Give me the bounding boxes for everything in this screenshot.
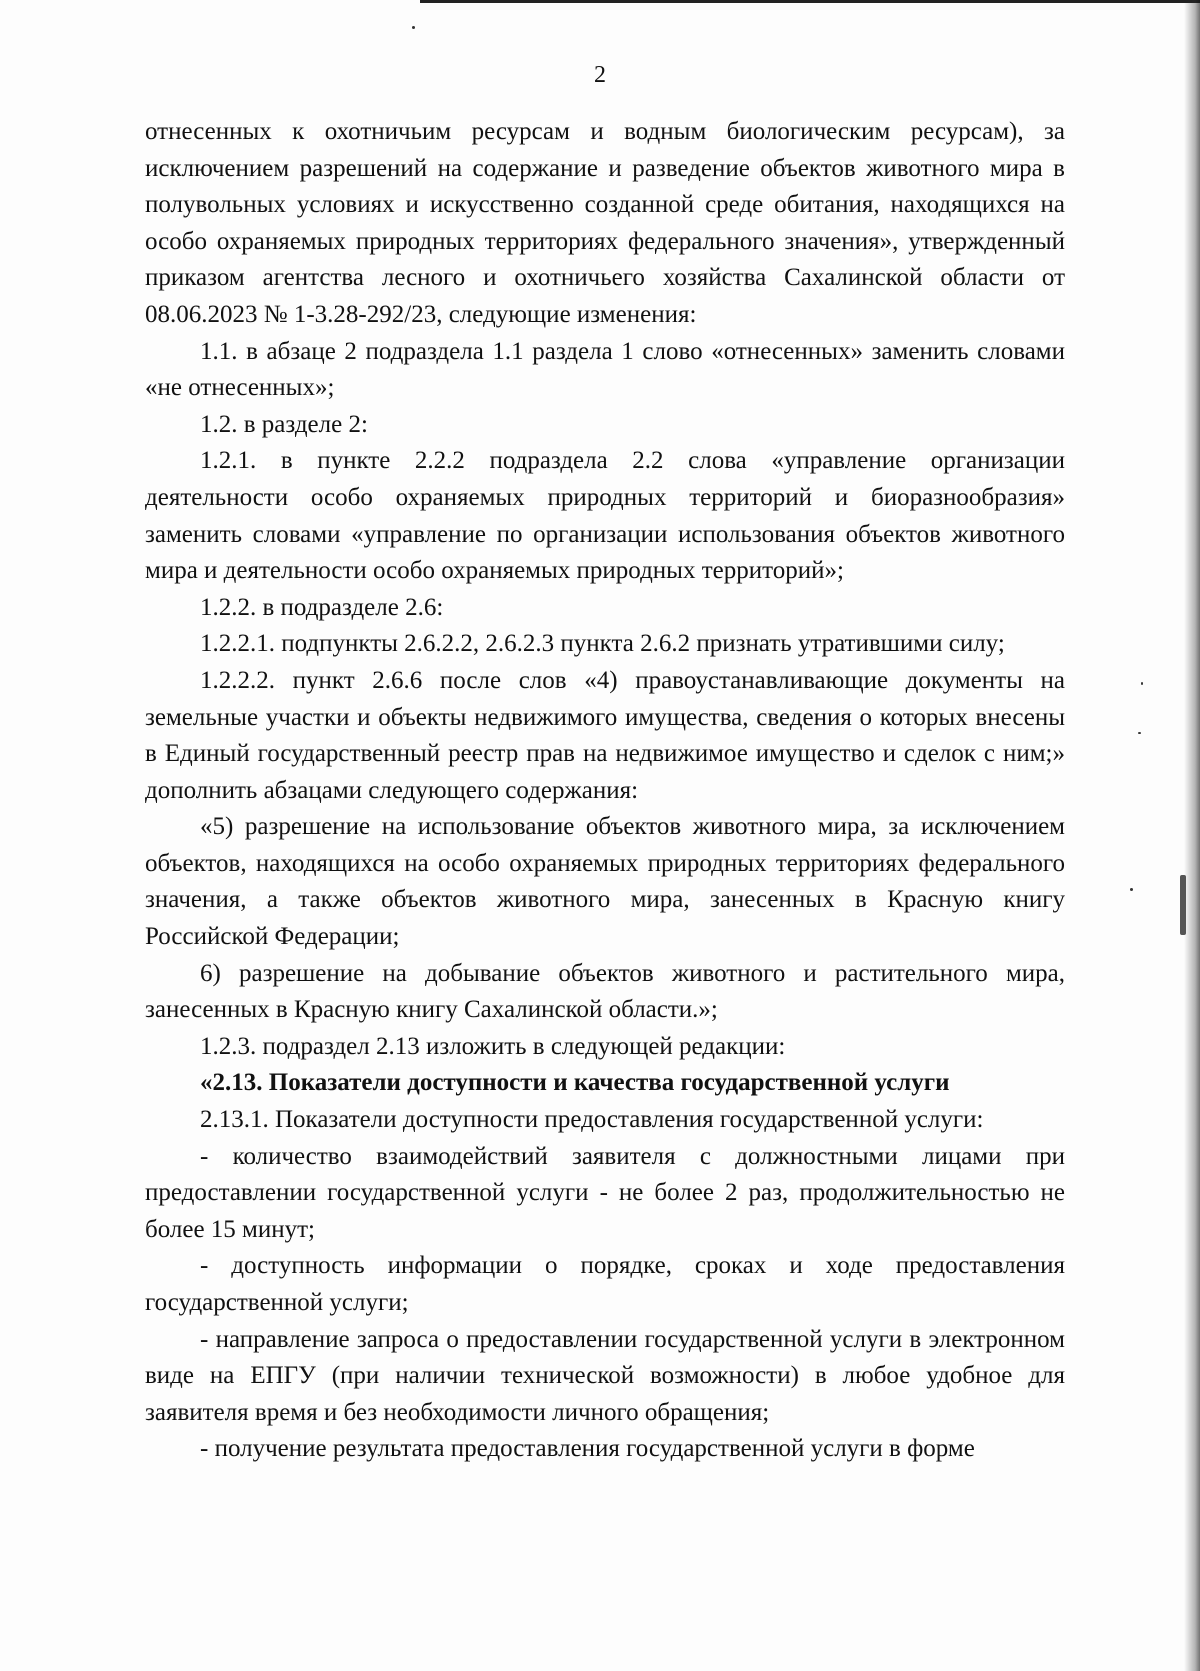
scan-edge-right bbox=[1184, 0, 1200, 1671]
scan-speck bbox=[1138, 732, 1141, 734]
paragraph-1-2-2: 1.2.2. в подразделе 2.6: bbox=[200, 593, 444, 621]
paragraph-1-2: 1.2. в разделе 2: bbox=[200, 410, 368, 438]
scan-speck bbox=[1180, 875, 1186, 935]
section-heading-2-13: «2.13. Показатели доступности и качества государственной услуги bbox=[200, 1069, 950, 1097]
paragraph-1-2-2-1: 1.2.2.1. подпункты 2.6.2.2, 2.6.2.3 пункта 2.6.2 признать утратившими силу; bbox=[200, 630, 1005, 658]
paragraph-item-6: 6) разрешение на добывание объектов животного и растительного мира, занесенных в Красную книгу Сахалинской области.»; bbox=[145, 959, 1065, 1024]
paragraph-item-5: «5) разрешение на использование объектов животного мира, за исключением объектов, находящихся на особо охраняемых природных территориях федерального значения, а также объектов животного мира, занесенных в Красную книгу Российской Федерации; bbox=[145, 813, 1065, 951]
paragraph-1-2-1: 1.2.1. в пункте 2.2.2 подраздела 2.2 слова «управление организации деятельности особо охраняемых природных территорий и биоразнообразия» заменить словами «управление по организации использования объектов животного мира и деятельности особо охраняемых природных территорий»; bbox=[145, 447, 1065, 585]
document-body bbox=[145, 114, 1065, 1468]
paragraph-1-2-2-2: 1.2.2.2. пункт 2.6.6 после слов «4) правоустанавливающие документы на земельные участки и объекты недвижимого имущества, сведения о которых внесены в Единый государственный реестр прав на недвижимое имущество и сделок с ним;» дополнить абзацами следующего содержания: bbox=[145, 666, 1065, 804]
paragraph-2-13-1: 2.13.1. Показатели доступности предоставления государственной услуги: bbox=[200, 1106, 984, 1134]
scan-speck bbox=[1141, 682, 1143, 685]
list-item-result-form: - получение результата предоставления государственной услуги в форме bbox=[200, 1435, 975, 1463]
list-item-information-availability: - доступность информации о порядке, сроках и ходе предоставления государственной услуги; bbox=[145, 1252, 1065, 1316]
list-item-interactions: - количество взаимодействий заявителя с должностными лицами при предоставлении государственной услуги - не более 2 раз, продолжительностью не более 15 минут; bbox=[145, 1142, 1065, 1243]
list-item-electronic-request: - направление запроса о предоставлении государственной услуги в электронном виде на ЕПГУ (при наличии технической возможности) в любое удобное для заявителя время и без необходимости личного обращения; bbox=[145, 1325, 1065, 1426]
paragraph-intro-continuation: отнесенных к охотничьим ресурсам и водным биологическим ресурсам), за исключением разрешений на содержание и разведение объектов животного мира в полувольных условиях и искусственно созданной среде обитания, находящихся на особо охраняемых природных территориях федерального значения», утвержденный приказом агентства лесного и охотничьего хозяйства Сахалинской области от 08.06.2023 № 1-3.28-292/23, следующие изменения: bbox=[145, 118, 1065, 328]
paragraph-1-1: 1.1. в абзаце 2 подраздела 1.1 раздела 1 слово «отнесенных» заменить словами «не отнесенных»; bbox=[145, 337, 1065, 402]
paragraph-1-2-3: 1.2.3. подраздел 2.13 изложить в следующей редакции: bbox=[200, 1032, 786, 1060]
scan-edge-top bbox=[420, 0, 1200, 3]
scan-speck bbox=[1130, 888, 1133, 891]
page-number: 2 bbox=[594, 62, 606, 88]
scan-speck bbox=[412, 26, 415, 29]
